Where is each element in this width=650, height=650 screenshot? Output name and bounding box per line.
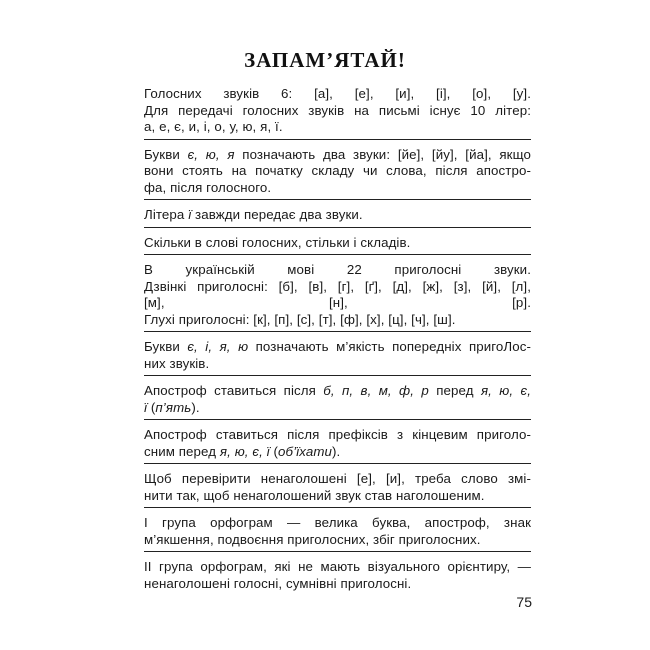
rule-line <box>144 147 531 164</box>
rule-line <box>144 262 531 279</box>
rule-line <box>144 488 531 505</box>
text-run: Дзвінкі приголосні: [б], [в], [г], [ґ], [д], [ж], [з], [й], [л], <box>144 278 531 294</box>
rule-line <box>144 559 531 576</box>
text-run: Букви <box>144 146 188 162</box>
text-run: фа, після голосного. <box>144 179 272 195</box>
page-number: 75 <box>516 594 532 610</box>
rule-unstressed-vowels-check <box>144 469 531 508</box>
text-run: сним перед <box>144 443 220 459</box>
rule-vowel-sounds <box>144 84 531 140</box>
italic-text: є, ю, я <box>187 146 235 162</box>
text-run: вони стоять на початку складу чи слова, після апостро- <box>144 163 531 178</box>
rule-apostrophe-after-prefixes <box>144 425 531 464</box>
text-run: І група орфограм — велика буква, апостроф, знак <box>144 515 531 530</box>
text-run: Букви <box>144 339 188 354</box>
text-run: ( <box>269 443 279 459</box>
rule-line <box>144 119 531 136</box>
text-run: а, е, є, и, і, о, у, ю, я, ї. <box>144 119 283 134</box>
italic-text: є, і, я, ю <box>187 339 249 354</box>
rule-line <box>144 295 531 312</box>
text-run: Апостроф ставиться після <box>144 383 324 398</box>
text-run: ( <box>147 399 156 415</box>
italic-text: ї <box>188 207 192 222</box>
text-run: Скільки в слові голосних, стільки і складів. <box>144 234 411 250</box>
rule-line <box>144 383 531 400</box>
text-run: позначають два звуки: [йе], [йу], [йа], якщо <box>234 146 531 162</box>
rule-line <box>144 312 531 329</box>
rule-line <box>144 207 531 224</box>
rule-line <box>144 163 531 180</box>
text-run: Щоб перевірити ненаголошені [е], [и], треба слово змі- <box>144 471 531 486</box>
text-run: перед <box>428 383 481 398</box>
rule-spelling-group-1 <box>144 513 531 552</box>
text-run: м’якшення, подвоєння приголосних, збіг приголосних. <box>144 531 481 547</box>
text-run: [м], [н], [р]. <box>144 295 531 310</box>
rule-line <box>144 103 531 120</box>
text-run: нити так, щоб ненаголошений звук став наголошеним. <box>144 487 485 503</box>
text-run: них звуків. <box>144 355 210 371</box>
rule-consonant-sounds <box>144 260 531 332</box>
rule-line <box>144 515 531 532</box>
rule-line <box>144 235 531 252</box>
text-run: Для передачі голосних звуків на письмі існує 10 літер: <box>144 102 531 118</box>
rule-softness-letters <box>144 337 531 376</box>
rule-spelling-group-2 <box>144 557 531 595</box>
rule-line <box>144 279 531 296</box>
text-run: Літера <box>144 207 189 222</box>
text-run: Апостроф ставиться після префіксів з кінцевим приголо- <box>144 427 531 442</box>
text-run: ненаголошені голосні, сумнівні приголосні. <box>144 575 412 591</box>
text-run: Голосних звуків 6: [а], [е], [и], [і], [о], [у]. <box>144 86 531 101</box>
rule-line <box>144 471 531 488</box>
italic-text: п’ять <box>155 399 192 415</box>
rule-line <box>144 427 531 444</box>
rule-line <box>144 400 531 417</box>
text-run: ). <box>332 443 341 459</box>
text-run: ). <box>191 399 200 415</box>
text-run: Глухі приголосні: [к], [п], [с], [т], [ф], [х], [ц], [ч], [ш]. <box>144 311 456 327</box>
rule-line <box>144 339 531 356</box>
italic-text: об’їхати <box>278 443 332 459</box>
text-run: позначають м’якість попередніх пригоЛос- <box>248 339 532 354</box>
page-title: ЗАПАМ’ЯТАЙ! <box>244 48 406 72</box>
text-run: ІІ група орфограм, які не мають візуального орієнтиру, — <box>144 559 531 574</box>
rule-line <box>144 444 531 461</box>
rule-syllable-count <box>144 233 531 256</box>
text-run: завжди передає два звуки. <box>191 207 363 222</box>
rule-apostrophe-after-labials <box>144 381 531 420</box>
rule-line <box>144 86 531 103</box>
italic-text: я, ю, є, <box>480 383 532 398</box>
italic-text: я, ю, є, ї <box>219 443 270 459</box>
rule-line <box>144 356 531 373</box>
text-run: В українській мові 22 приголосні звуки. <box>144 262 531 277</box>
rule-iotated-letters <box>144 145 531 201</box>
italic-text: б, п, в, м, ф, р <box>323 383 429 398</box>
rule-letter-yi <box>144 205 531 228</box>
rule-line <box>144 576 531 593</box>
italic-text: ї <box>144 399 148 415</box>
rules-list <box>144 84 531 600</box>
rule-line <box>144 180 531 197</box>
rule-line <box>144 532 531 549</box>
